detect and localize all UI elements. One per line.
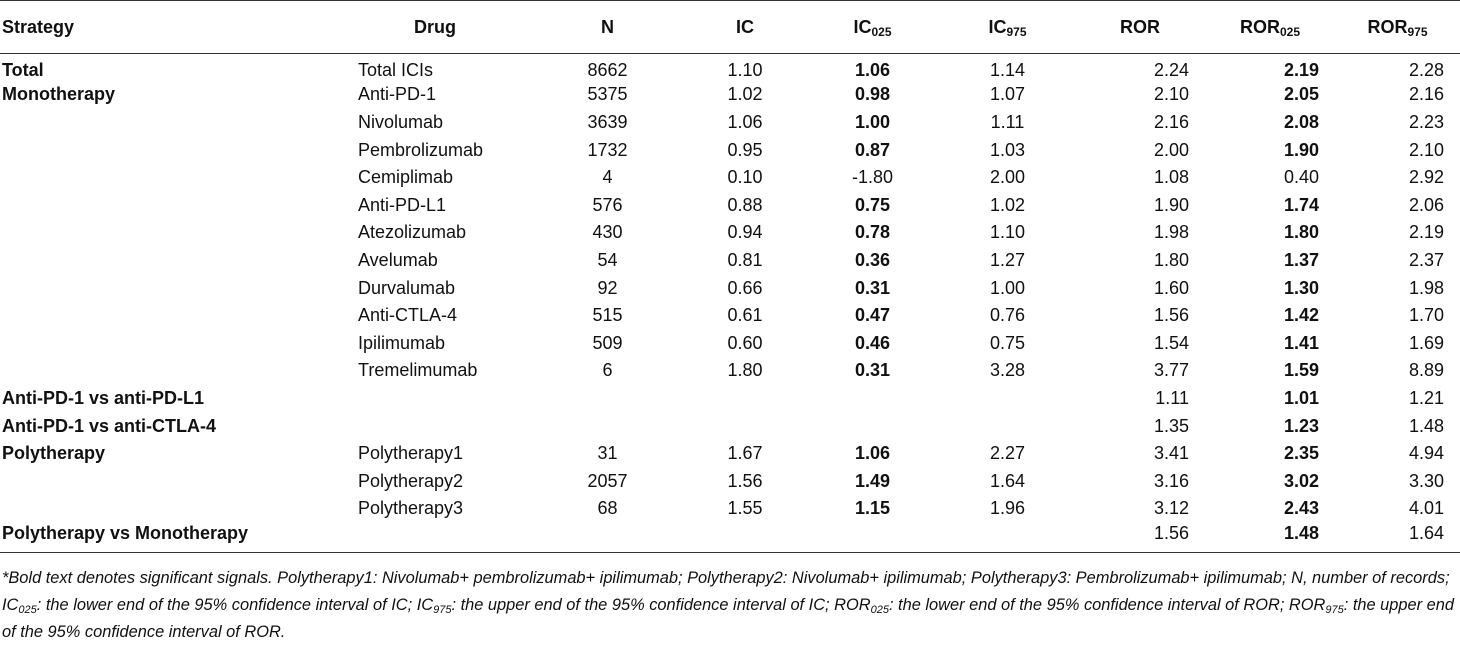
cell-ic025: 1.15 [854,498,891,519]
cell-drug: Ipilimumab [358,332,446,353]
cell-strategy [0,329,340,357]
cell-ic975: 3.28 [989,360,1026,381]
cell-ic: 0.95 [727,139,763,160]
cell-ror: 1.35 [1153,415,1189,436]
cell-ror975: 1.70 [1408,305,1444,326]
cell-ror025: 3.02 [1283,470,1319,491]
cell-n: 509 [592,332,623,353]
cell-n [530,385,685,413]
cell-ic: 0.66 [727,277,763,298]
cell-strategy [0,302,340,330]
cell-ic: 0.94 [727,222,763,243]
cell-ic [685,412,805,440]
table-row [0,467,1460,495]
cell-ic975 [940,523,1075,553]
cell-ic025: 0.46 [854,332,891,353]
table-row [0,81,1460,109]
table-row [0,54,1460,82]
cell-ror: 1.56 [1075,523,1205,553]
cell-ror025: 1.80 [1283,222,1319,243]
table-row [0,523,1460,553]
cell-ic: 1.67 [727,443,763,464]
cell-ror025: 1.90 [1283,139,1319,160]
cell-ic025: 0.78 [854,222,891,243]
table-row [0,247,1460,275]
cell-drug: Pembrolizumab [358,139,484,160]
cell-ror: 1.08 [1153,167,1189,188]
cell-ic975: 2.27 [989,443,1026,464]
cell-ror975: 2.28 [1408,60,1444,81]
cell-strategy: Polytherapy vs Monotherapy [0,523,340,553]
footnote-sub-2: 975 [433,604,452,616]
cell-drug: Tremelimumab [358,360,478,381]
table-row [0,412,1460,440]
cell-ror: 3.77 [1153,360,1189,381]
cell-ic025: 1.49 [854,470,891,491]
header-ror975: $ROR_{975}$ [1335,1,1460,54]
table-row [0,329,1460,357]
footnote-sub-1: 025 [18,604,37,616]
cell-ic: 0.81 [727,249,763,270]
table-row [0,274,1460,302]
cell-n [530,412,685,440]
cell-drug [340,523,530,553]
cell-ic: 1.80 [727,360,763,381]
cell-drug: Cemiplimab [358,167,454,188]
cell-ic975: 1.07 [989,84,1026,105]
table-row [0,495,1460,523]
cell-n: 31 [597,443,618,464]
cell-ic: 0.61 [727,305,763,326]
cell-ror: 2.10 [1153,84,1189,105]
cell-ic: 1.06 [727,111,763,132]
footnote-text-2: : the lower end of the 95% confidence interval of IC; IC [36,596,434,614]
cell-drug: Anti-CTLA-4 [358,305,458,326]
cell-strategy: Polytherapy [2,443,106,464]
cell-ror975: 1.69 [1408,332,1444,353]
cell-strategy [0,467,340,495]
cell-ror025: 1.30 [1283,277,1319,298]
cell-ic975: 1.14 [989,60,1026,81]
cell-ror975: 8.89 [1408,360,1444,381]
cell-ic: 0.88 [727,194,763,215]
cell-strategy [0,247,340,275]
table-row [0,109,1460,137]
cell-n: 54 [597,249,618,270]
cell-n [530,523,685,553]
cell-drug [340,385,530,413]
cell-ic975 [940,412,1075,440]
cell-drug: Anti-PD-1 [358,84,437,105]
table-row [0,219,1460,247]
cell-ic025: 0.47 [854,305,891,326]
cell-drug: Atezolizumab [358,222,467,243]
cell-strategy [0,357,340,385]
table-footnote [2,565,1458,646]
cell-ror975: 2.92 [1408,167,1444,188]
header-ror025: $ROR_{025}$ [1205,1,1335,54]
cell-ic025: 0.36 [854,249,891,270]
cell-strategy [0,136,340,164]
cell-n: 2057 [587,470,628,491]
table-row [0,302,1460,330]
cell-n: 68 [597,498,618,519]
cell-ror: 1.80 [1153,249,1189,270]
cell-ror975: 1.21 [1408,387,1444,408]
header-drug: Drug [340,1,530,54]
cell-ic: 0.60 [727,332,763,353]
cell-ic: 1.02 [727,84,763,105]
cell-strategy [0,109,340,137]
cell-ror: 3.16 [1153,470,1189,491]
cell-ror: 3.12 [1153,498,1189,519]
cell-ror: 2.00 [1153,139,1189,160]
table-row [0,136,1460,164]
cell-ror975: 1.48 [1408,415,1444,436]
cell-ic975: 1.27 [989,249,1026,270]
cell-ror975: 2.19 [1408,222,1444,243]
cell-ror: 1.90 [1153,194,1189,215]
cell-n: 92 [597,277,618,298]
cell-ic [685,523,805,553]
cell-n: 6 [602,360,613,381]
cell-ror025: 1.59 [1283,360,1319,381]
cell-ror975: 1.98 [1408,277,1444,298]
cell-n: 430 [592,222,623,243]
cell-ror975: 4.01 [1408,498,1444,519]
footnote-sub-3: 025 [870,604,889,616]
cell-ror025: 1.23 [1283,415,1319,436]
header-row [0,1,1460,54]
footnote-text-5: : the upper end of the 95% confidence interval of ROR. [2,596,1454,641]
footnote-sub-4: 975 [1325,604,1344,616]
cell-ic975: 1.96 [989,498,1026,519]
cell-ror975: 2.06 [1408,194,1444,215]
cell-strategy [0,274,340,302]
cell-ror025: 0.40 [1283,167,1319,188]
cell-strategy [0,164,340,192]
cell-ic975: 0.75 [989,332,1026,353]
header-strategy: Strategy [0,1,340,54]
cell-ic975: 1.00 [989,277,1026,298]
cell-ic975: 1.10 [989,222,1026,243]
cell-ror025: 2.19 [1283,60,1319,81]
cell-ror: 2.16 [1153,111,1189,132]
cell-drug [340,412,530,440]
cell-ic025: -1.80 [851,167,894,188]
cell-drug: Durvalumab [358,277,456,298]
cell-ic: 1.56 [727,470,763,491]
cell-n: 4 [602,167,613,188]
cell-ror975: 2.16 [1408,84,1444,105]
cell-ic025: 1.00 [854,111,891,132]
cell-ror025: 2.08 [1283,111,1319,132]
cell-ror025: 2.05 [1283,84,1319,105]
cell-ic025: 1.06 [854,60,891,81]
cell-ror025: 1.41 [1283,332,1319,353]
table-row [0,191,1460,219]
cell-ror025: 2.43 [1283,498,1319,519]
cell-ror975: 4.94 [1408,443,1444,464]
cell-ic [685,385,805,413]
cell-ror025: 1.01 [1283,387,1319,408]
cell-ror: 1.56 [1153,305,1189,326]
table-row [0,385,1460,413]
cell-ic975: 2.00 [989,167,1026,188]
cell-ror: 1.60 [1153,277,1189,298]
cell-strategy [0,219,340,247]
table-row [0,357,1460,385]
cell-ror025: 1.37 [1283,249,1319,270]
cell-strategy: Total [2,60,44,81]
cell-drug: Anti-PD-L1 [358,194,447,215]
cell-n: 515 [592,305,623,326]
cell-ror: 2.24 [1153,60,1189,81]
header-ic025: $IC_{025}$ [805,1,940,54]
cell-ror: 3.41 [1153,443,1189,464]
cell-ic025: 0.75 [854,194,891,215]
header-ic: IC [685,1,805,54]
cell-ic: 1.55 [727,498,763,519]
cell-drug: Avelumab [358,249,438,270]
footnote-text-4: : the lower end of the 95% confidence interval of ROR; ROR [888,596,1326,614]
cell-ic025: 0.98 [854,84,891,105]
cell-ic025 [805,523,940,553]
cell-n: 8662 [587,60,628,81]
cell-ic025: 1.06 [854,443,891,464]
cell-drug: Total ICIs [358,60,434,81]
table-row [0,164,1460,192]
cell-ic975 [940,385,1075,413]
cell-drug: Polytherapy2 [358,470,464,491]
cell-strategy [0,495,340,523]
cell-ic975: 1.11 [990,111,1025,132]
cell-ic975: 1.02 [989,194,1026,215]
cell-ror025: 1.74 [1283,194,1319,215]
cell-ror975: 2.37 [1408,249,1444,270]
cell-drug: Polytherapy1 [358,443,464,464]
table-row [0,440,1460,468]
cell-ic: 0.10 [727,167,763,188]
cell-ic975: 1.64 [989,470,1026,491]
cell-ror: 1.11 [1155,387,1189,408]
cell-strategy: Anti-PD-1 vs anti-PD-L1 [2,387,205,408]
cell-n: 1732 [587,139,628,160]
cell-ror975: 1.64 [1335,523,1460,553]
cell-ic025: 0.31 [854,360,891,381]
cell-ror025: 1.42 [1283,305,1319,326]
cell-ic025: 0.87 [854,139,891,160]
cell-ror975: 2.10 [1408,139,1444,160]
cell-ror975: 2.23 [1408,111,1444,132]
cell-ror: 1.54 [1153,332,1189,353]
footnote-text-1: *Bold text denotes significant signals. Polytherapy1: Nivolumab+ pembrolizumab+ ipilimumab; Polytherapy2: Nivolumab+ ipilimumab; Polytherapy3: Pembrolizumab+ ipilimumab; N, number of records; IC [2,569,1450,614]
header-n: N [530,1,685,54]
cell-drug: Polytherapy3 [358,498,464,519]
cell-drug: Nivolumab [358,111,444,132]
cell-ic975: 1.03 [989,139,1026,160]
footnote-text-3: : the upper end of the 95% confidence interval of IC; ROR [451,596,871,614]
header-ror: ROR [1075,1,1205,54]
cell-strategy [0,191,340,219]
cell-ic: 1.10 [727,60,763,81]
cell-ic975: 0.76 [989,305,1026,326]
cell-strategy: Anti-PD-1 vs anti-CTLA-4 [2,415,217,436]
header-ic975: $IC_{975}$ [940,1,1075,54]
cell-ic025 [805,412,940,440]
cell-n: 5375 [587,84,628,105]
cell-ror025: 2.35 [1283,443,1319,464]
cell-ic025 [805,385,940,413]
cell-n: 576 [592,194,623,215]
cell-ror025: 1.48 [1205,523,1335,553]
cell-ic025: 0.31 [854,277,891,298]
cell-ror975: 3.30 [1408,470,1444,491]
cell-strategy: Monotherapy [2,84,116,105]
cell-ror: 1.98 [1153,222,1189,243]
cell-n: 3639 [587,111,628,132]
